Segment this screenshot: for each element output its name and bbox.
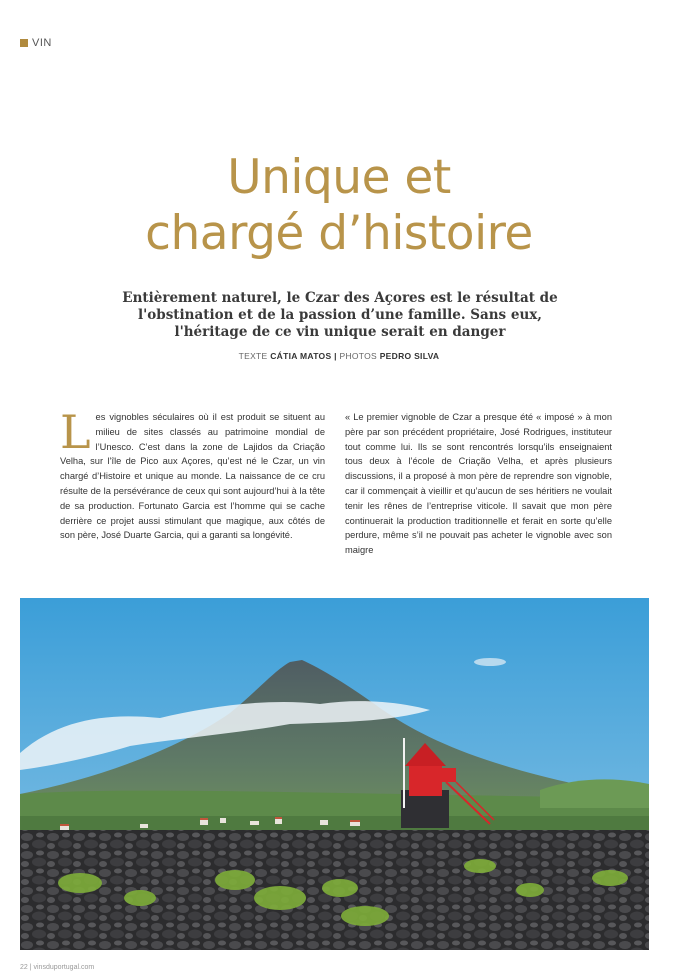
- article-photo: [20, 598, 649, 950]
- article-credits: [0, 351, 678, 361]
- pico-landscape-image: [20, 598, 649, 950]
- text-label: TEXTE: [238, 351, 268, 361]
- credits-separator: |: [334, 351, 337, 361]
- photo-label: PHOTOS: [339, 351, 378, 361]
- column-1-text: es vignobles séculaires où il est produit se situent au milieu de sites classés au patrimoine mondial de l’Unesco. C’est dans la zone de Lajidos da Criação Velha, sur l’île de Pico aux Açores, qu’est né le Czar, un vin chargé d’Histoire et unique au monde. La naissance de ce cru résulte de la persévérance de ceux qui sont aujourd’hui à la tête de sa production. Fortunato Garcia est l’homme qui se cache derrière ce projet aussi stimulant que magique, aux côtés de son père, José Duarte Garcia, qui a garanti sa longévité.: [60, 412, 325, 541]
- title-line-1: Unique et: [227, 150, 451, 205]
- body-column-1: [60, 405, 325, 543]
- author-name: CÁTIA MATOS: [270, 351, 332, 361]
- section-marker-icon: [20, 39, 28, 47]
- drop-cap: L: [60, 405, 91, 459]
- section-label: VIN: [32, 37, 52, 49]
- page-footer: 22 | vinsduportugal.com: [20, 964, 95, 971]
- article-subtitle: Entièrement naturel, le Czar des Açores est le résultat de l'obstination et de la passion d’une famille. Sans eux, l'héritage de ce vin unique serait en danger: [122, 290, 558, 340]
- body-column-2: « Le premier vignoble de Czar a presque été « imposé » à mon père par son précédent propriétaire, José Rodrigues, instituteur tout comme lui. Ils se sont rencontrés lorsqu’ils enseignaient tous deux à l’école de Criação Velha, et après plusieurs discussions, il a proposé à mon père de reprendre son vignoble, car il commençait à vieillir et qu’aucun de ses héritiers ne voulait tenir les rênes de l’entreprise viticole. Il savait que mon père continuerait la production traditionnelle et ferait en sorte qu’elle perdure, même s’il ne pouvait pas acheter le vignoble avec son maigre: [345, 412, 612, 556]
- title-line-2: chargé d’histoire: [145, 206, 533, 261]
- section-tag: [20, 37, 52, 49]
- article-title: [0, 150, 678, 262]
- photographer-name: PEDRO SILVA: [379, 351, 440, 361]
